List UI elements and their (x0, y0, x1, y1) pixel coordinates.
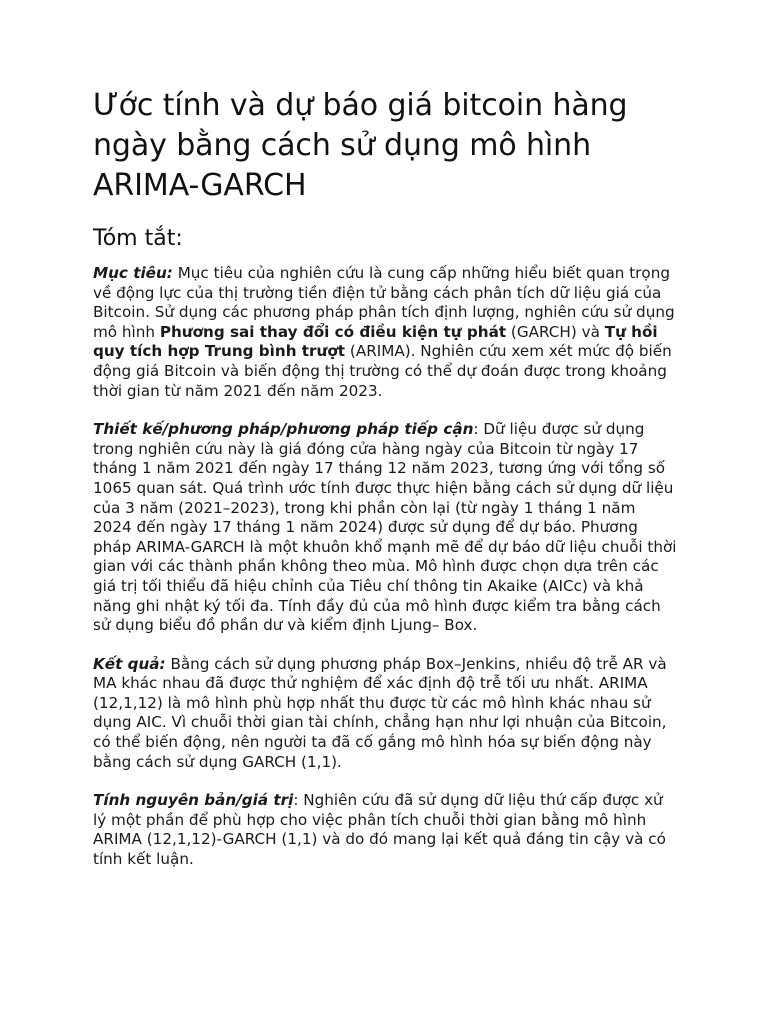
design-text: : Dữ liệu được sử dụng trong nghiên cứu này là giá đóng cửa hàng ngày của Bitcoin từ ngày 17 tháng 1 năm 2021 đến ngày 17 tháng 12 năm 2023, tương ứng với tổng số 1065 quan sát. Quá trình ước tính được thực hiện bằng cách sử dụng dữ liệu của 3 năm (2021–2023), trong khi phần còn lại (từ ngày 1 tháng 1 năm 2024 đến ngày 17 tháng 1 năm 2024) được sử dụng để dự báo. Phương pháp ARIMA-GARCH là một khuôn khổ mạnh mẽ để dự báo dữ liệu chuỗi thời gian với các thành phần không theo mùa. Mô hình được chọn dựa trên các giá trị tối thiểu đã hiệu chỉnh của Tiêu chí thông tin Akaike (AICc) và khả năng ghi nhật ký tối đa. Tính đầy đủ của mô hình được kiểm tra bằng cách sử dụng biểu đồ phần dư và kiểm định Ljung– Box. (93, 420, 677, 635)
objective-text-3: (ARIMA). Nghiên cứu xem xét mức độ biến động giá Bitcoin và biến động thị trường có thể dự đoán được trong khoảng thời gian từ năm 2021 đến năm 2023. (93, 342, 672, 400)
objective-text-2: (GARCH) và (506, 322, 605, 341)
document-title: Ước tính và dự báo giá bitcoin hàng ngày bằng cách sử dụng mô hình ARIMA-GARCH (93, 88, 628, 203)
objective-paragraph (93, 264, 678, 401)
findings-paragraph (93, 655, 678, 773)
originality-paragraph (93, 791, 678, 869)
objective-text-1: Mục tiêu của nghiên cứu là cung cấp những hiểu biết quan trọng về động lực của thị trường tiền điện tử bằng cách phân tích dữ liệu giá của Bitcoin. Sử dụng các phương pháp phân tích định lượng, nghiên cứu sử dụng mô hình (93, 264, 675, 341)
originality-label: Tính nguyên bản/giá trị (93, 791, 294, 810)
findings-text: Bằng cách sử dụng phương pháp Box–Jenkins, nhiều độ trễ AR và MA khác nhau đã được thử nghiệm để xác định độ trễ tối ưu nhất. ARIMA (12,1,12) là mô hình phù hợp nhất thu được từ các mô hình khác nhau sử dụng AIC. Vì chuỗi thời gian tài chính, chẳng hạn như lợi nhuận của Bitcoin, có thể biến động, nên người ta đã cố gắng mô hình hóa sự biến động này bằng cách sử dụng GARCH (1,1). (93, 654, 667, 771)
design-label: Thiết kế/phương pháp/phương pháp tiếp cận (93, 420, 474, 439)
abstract-heading: Tóm tắt: (93, 226, 183, 251)
objective-label: Mục tiêu: (93, 264, 173, 282)
design-paragraph (93, 420, 678, 636)
objective-bold-garch: Phương sai thay đổi có điều kiện tự phát (159, 322, 507, 341)
findings-label: Kết quả: (93, 654, 166, 673)
objective-bold-arima: Tự hồi quy tích hợp Trung bình trượt (93, 322, 658, 361)
document-page (93, 86, 678, 889)
originality-text: : Nghiên cứu đã sử dụng dữ liệu thứ cấp được xử lý một phần để phù hợp cho việc phân tích chuỗi thời gian bằng mô hình ARIMA (12,1,12)-GARCH (1,1) và do đó mang lại kết quả đáng tin cậy và có tính kết luận. (93, 791, 666, 869)
